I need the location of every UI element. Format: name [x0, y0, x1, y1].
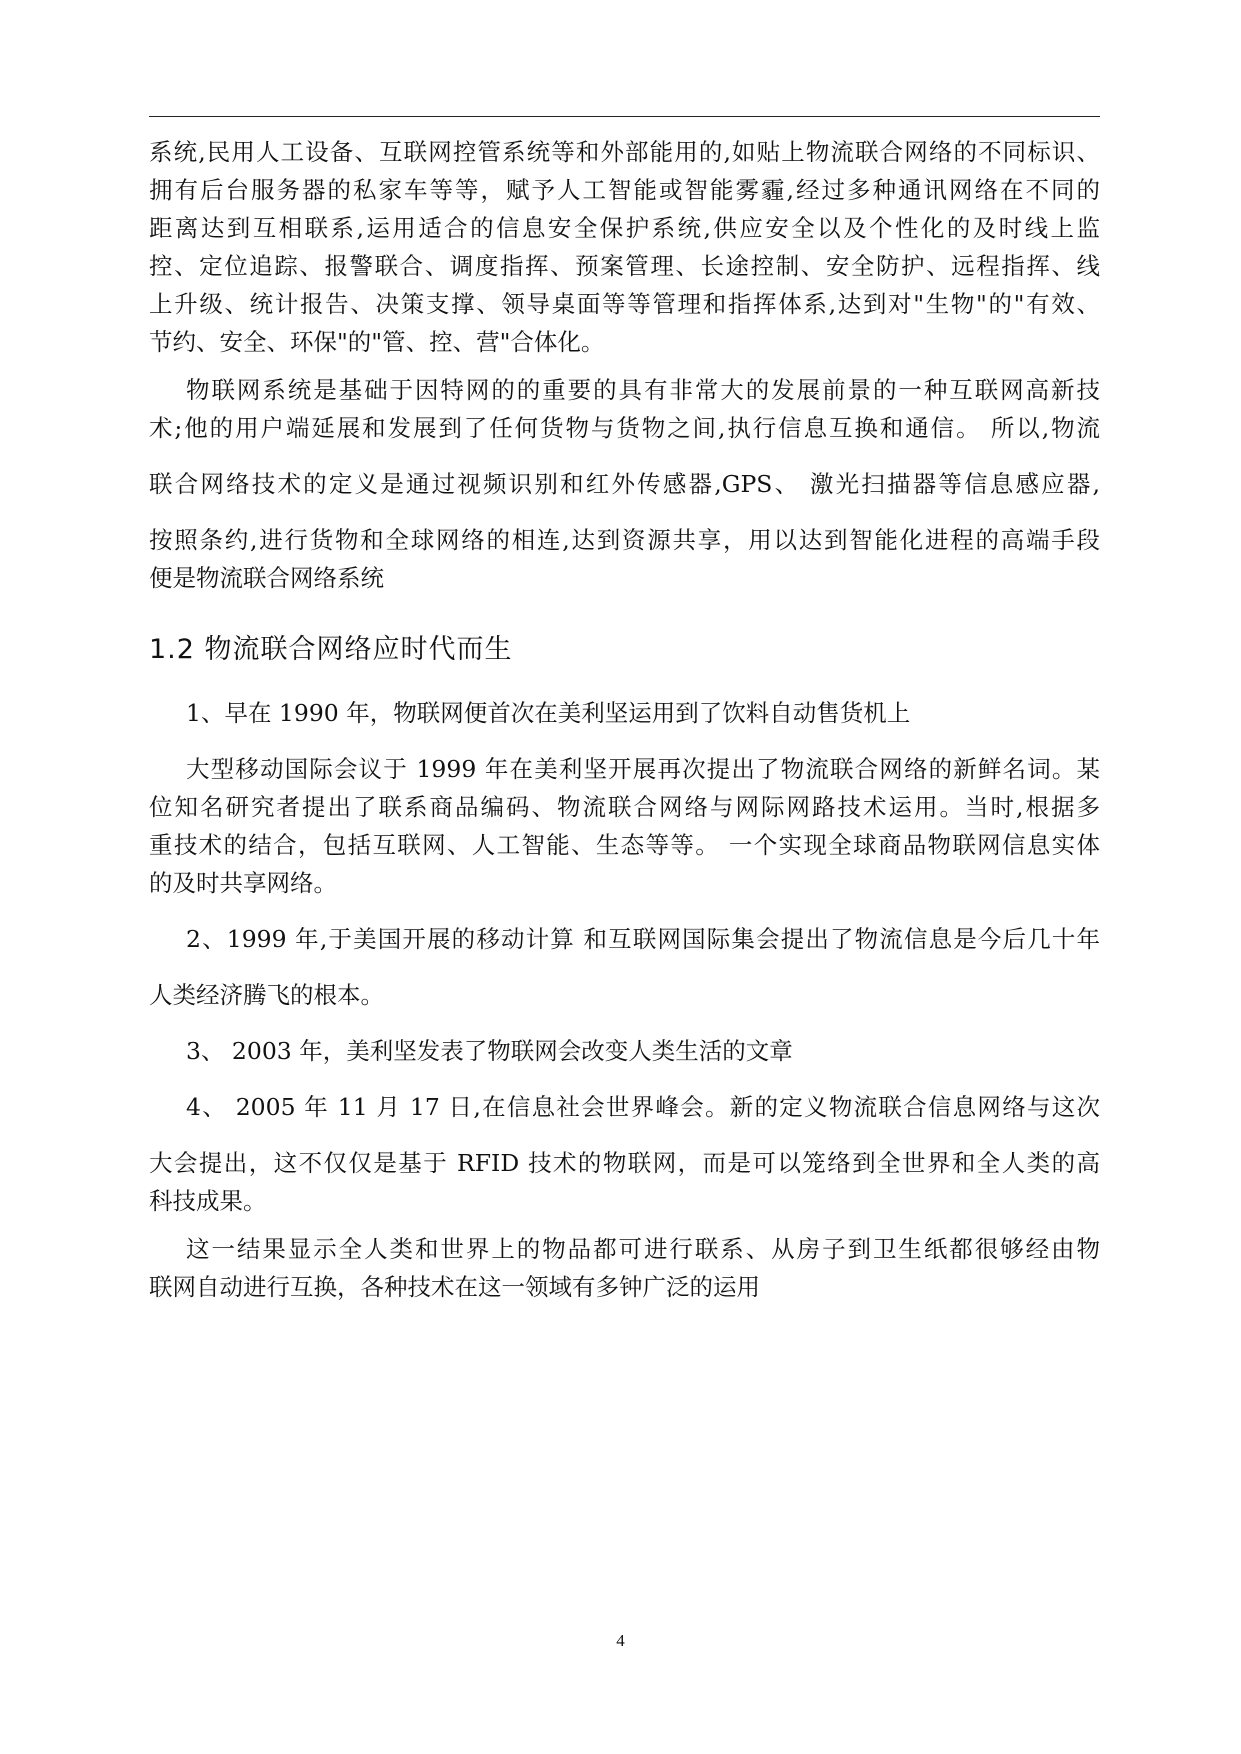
text-line: 重技术的结合，包括互联网、人工智能、生态等等。 一个实现全球商品物联网信息实体	[149, 831, 1101, 859]
text-line: 拥有后台服务器的私家车等等，赋予人工智能或智能雾霾,经过多种通讯网络在不同的	[149, 176, 1100, 204]
text-line: 位知名研究者提出了联系商品编码、物流联合网络与网际网路技术运用。当时,根据多	[149, 793, 1100, 821]
list-item-2	[149, 920, 1100, 1014]
list-item-4	[149, 1088, 1100, 1220]
section-heading: 1.2 物流联合网络应时代而生	[149, 634, 513, 665]
text-line: 按照条约,进行货物和全球网络的相连,达到资源共享，用以达到智能化进程的高端手段	[149, 526, 1100, 554]
text-line: 人类经济腾飞的根本。	[149, 981, 384, 1009]
header-rule	[149, 116, 1100, 117]
text-line: 术;他的用户端延展和发展到了任何货物与货物之间,执行信息互换和通信。 所以,物流	[149, 414, 1100, 442]
text-line: 联合网络技术的定义是通过视频识别和红外传感器,GPS、 激光扫描器等信息感应器,	[149, 470, 1100, 498]
paragraph-iot-definition	[149, 133, 1100, 361]
list-item-1: 1、早在 1990 年，物联网便首次在美利坚运用到了饮料自动售货机上	[186, 699, 911, 727]
text-line: 便是物流联合网络系统	[149, 564, 384, 592]
page-number: 4	[616, 1631, 625, 1650]
text-line: 这一结果显示全人类和世界上的物品都可进行联系、从房子到卫生纸都很够经由物	[186, 1235, 1100, 1263]
text-line: 科技成果。	[149, 1187, 267, 1215]
paragraph-iot-technology	[149, 371, 1100, 597]
list-item-3: 3、 2003 年，美利坚发表了物联网会改变人类生活的文章	[186, 1037, 793, 1065]
text-line: 控、定位追踪、报警联合、调度指挥、预案管理、长途控制、安全防护、远程指挥、线	[149, 252, 1100, 280]
text-line: 联网自动进行互换，各种技术在这一领域有多钟广泛的运用	[149, 1273, 760, 1301]
text-line: 上升级、统计报告、决策支撑、领导桌面等等管理和指挥体系,达到对"生物"的"有效、	[149, 290, 1100, 318]
paragraph-conclusion	[149, 1230, 1100, 1306]
document-body	[149, 133, 1100, 1306]
text-line: 大型移动国际会议于 1999 年在美利坚开展再次提出了物流联合网络的新鲜名词。某	[186, 755, 1100, 783]
text-line: 4、 2005 年 11 月 17 日,在信息社会世界峰会。新的定义物流联合信息网络与这次	[186, 1093, 1100, 1121]
text-line: 系统,民用人工设备、互联网控管系统等和外部能用的,如贴上物流联合网络的不同标识、	[149, 138, 1100, 166]
text-line: 2、1999 年,于美国开展的移动计算 和互联网国际集会提出了物流信息是今后几十年	[186, 925, 1100, 953]
text-line: 大会提出，这不仅仅是基于 RFID 技术的物联网，而是可以笼络到全世界和全人类的高	[149, 1149, 1100, 1177]
text-line: 节约、安全、环保"的"管、控、营"合体化。	[149, 328, 605, 356]
text-line: 距离达到互相联系,运用适合的信息安全保护系统,供应安全以及个性化的及时线上监	[149, 214, 1100, 242]
text-line: 物联网系统是基础于因特网的的重要的具有非常大的发展前景的一种互联网高新技	[186, 376, 1100, 404]
text-line: 的及时共享网络。	[149, 869, 337, 897]
paragraph-conference-1999	[149, 750, 1100, 902]
